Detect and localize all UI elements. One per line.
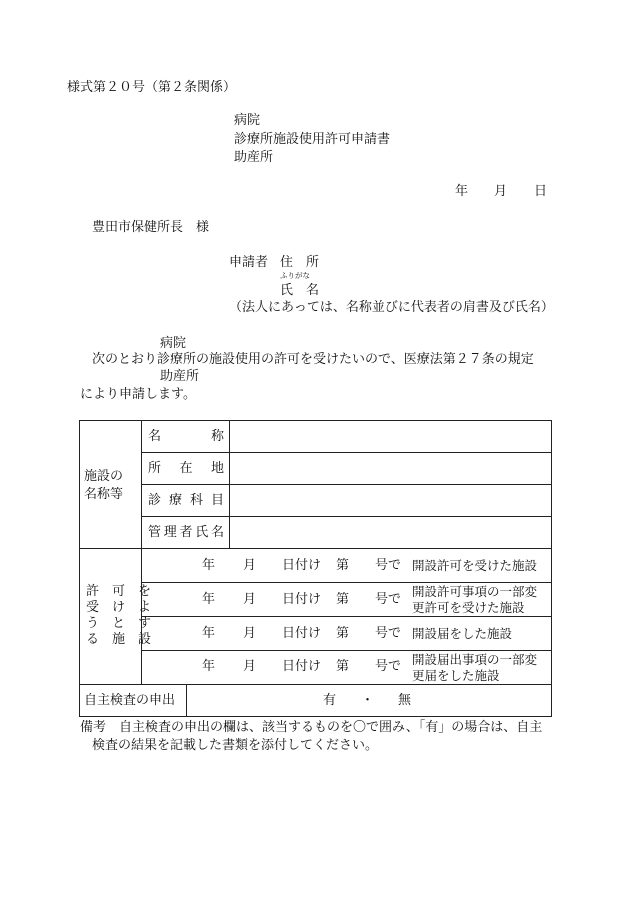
body-midwifery: 助産所 — [160, 369, 200, 384]
date-day: 日 — [534, 184, 548, 199]
body-hospital: 病院 — [160, 336, 187, 351]
permit-row-type: 開設届をした施設 — [412, 626, 513, 641]
applicant-address-label: 住 所 — [280, 255, 320, 270]
date-year: 年 — [455, 184, 469, 199]
body-line2: により申請します。 — [80, 387, 196, 402]
facility-manager-label: 管 理 者 氏 名 — [148, 525, 224, 540]
furigana-label: ふりがな — [280, 271, 310, 280]
facility-group-label-line1: 施設の — [84, 469, 124, 484]
form-title: 診療所施設使用許可申請書 — [234, 132, 391, 147]
self-inspection-label: 自主検査の申出 — [84, 693, 176, 708]
permit-group-line3: う と す — [86, 616, 152, 631]
applicant-note: （法人にあっては、名称並びに代表者の肩書及び氏名） — [229, 300, 554, 315]
facility-name-label: 名 称 — [148, 429, 224, 444]
facility-location-label: 所 在 地 — [148, 461, 224, 476]
remarks-line2: 検査の結果を記載した書類を添付してください。 — [92, 738, 379, 753]
permit-row-type-line2: 更届をした施設 — [412, 668, 500, 683]
permit-row-type: 開設許可を受けた施設 — [412, 558, 538, 573]
title-hospital: 病院 — [234, 113, 261, 128]
permit-group-line2: 受 け よ — [86, 600, 152, 615]
title-midwifery: 助産所 — [234, 150, 274, 165]
form-number: 様式第２０号（第２条関係） — [67, 80, 237, 95]
permit-row-type-line1: 開設許可事項の一部変 — [412, 584, 538, 599]
permit-row-type-line1: 開設届出事項の一部変 — [412, 652, 538, 667]
addressee: 豊田市保健所長 様 — [92, 220, 210, 235]
applicant-name-label: 氏 名 — [280, 283, 320, 298]
date-month: 月 — [494, 184, 508, 199]
applicant-label: 申請者 — [229, 255, 269, 270]
self-inspection-separator: ・ — [361, 693, 375, 708]
facility-group-label-line2: 名称等 — [84, 487, 124, 502]
body-line1: 次のとおり診療所の施設使用の許可を受けたいので、医療法第２７条の規定 — [92, 352, 534, 367]
permit-row-type-line2: 更許可を受けた施設 — [412, 600, 525, 615]
remarks-line1: 備考 自主検査の申出の欄は、該当するものを〇で囲み、「有」の場合は、自主 — [80, 720, 543, 735]
self-inspection-no[interactable]: 無 — [398, 693, 412, 708]
permit-group-line1: 許 可 を — [86, 584, 152, 599]
self-inspection-yes[interactable]: 有 — [323, 693, 337, 708]
permit-group-line4: る 施 設 — [86, 632, 152, 647]
facility-dept-label: 診 療 科 目 — [148, 493, 224, 508]
